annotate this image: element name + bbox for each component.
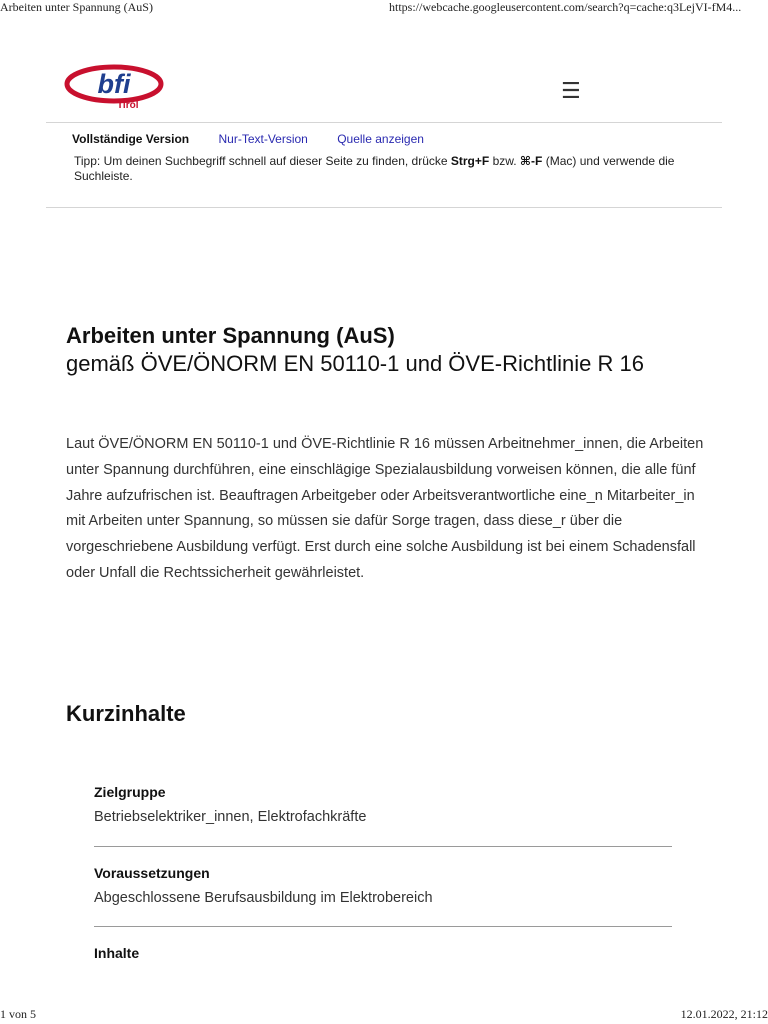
info-value: Abgeschlossene Berufsausbildung im Elektrobereich [94,890,433,906]
info-item-voraussetzungen [94,865,672,906]
text-only-link[interactable]: Nur-Text-Version [218,132,308,146]
search-tip-suffix: (Mac) und verwende die Suchleiste. [74,154,675,183]
bfi-logo-mark [64,62,164,106]
shortcut-key-cmd-f: ⌘-F [519,154,543,168]
info-label: Voraussetzungen [94,865,210,881]
course-intro-paragraph: Laut ÖVE/ÖNORM EN 50110-1 und ÖVE-Richtlinie R 16 müssen Arbeitnehmer_innen, die Arbeiten unter Spannung durchführen, eine einschlägige Spezialausbildung vorweisen können, die alle fünf Jahre aufzufrischen ist. Beauftragen Arbeitgeber oder Arbeitsverantwortliche eine_n Mitarbeiter_in mit Arbeiten unter Spannung, so müssen sie dafür Sorge tragen, dass diese_r über die vorgeschriebene Ausbildung verfügt. Erst durch eine solche Ausbildung ist bei einem Schadensfall oder Unfall die Rechtssicherheit gewährleistet. [66,436,704,581]
print-header-title: Arbeiten unter Spannung (AuS) [0,0,153,14]
divider [94,926,672,927]
bfi-logo[interactable] [64,62,164,112]
bfi-logo-subtitle: Tirol [117,100,139,111]
divider [94,846,672,847]
full-version-tab[interactable]: Vollständige Version [72,132,190,146]
info-value: Betriebselektriker_innen, Elektrofachkräfte [94,809,367,825]
menu-icon[interactable]: ☰ [561,78,581,103]
info-item-zielgruppe [94,784,672,825]
print-footer-datetime: 12.01.2022, 21:12 [680,1007,768,1021]
info-item-inhalte [94,945,672,961]
kurzinhalte-heading: Kurzinhalte [66,701,186,726]
cache-info-bar [46,122,722,208]
print-footer-page: 1 von 5 [0,1007,36,1021]
info-label: Inhalte [94,945,140,961]
course-subtitle: gemäß ÖVE/ÖNORM EN 50110-1 und ÖVE-Richtlinie R 16 [66,351,644,376]
course-title: Arbeiten unter Spannung (AuS) [66,323,395,348]
cache-version-links [72,132,450,146]
search-tip [74,154,714,184]
info-label: Zielgruppe [94,784,166,800]
view-source-link[interactable]: Quelle anzeigen [337,132,424,146]
search-tip-mid: bzw. [489,154,520,168]
search-tip-prefix: Tipp: Um deinen Suchbegriff schnell auf dieser Seite zu finden, drücke [74,154,451,168]
shortcut-key-ctrl-f: Strg+F [450,154,490,168]
bfi-logo-text: bfi [97,69,131,99]
print-header-url: https://webcache.googleusercontent.com/search?q=cache:q3LejVI-fM4... [389,0,742,14]
